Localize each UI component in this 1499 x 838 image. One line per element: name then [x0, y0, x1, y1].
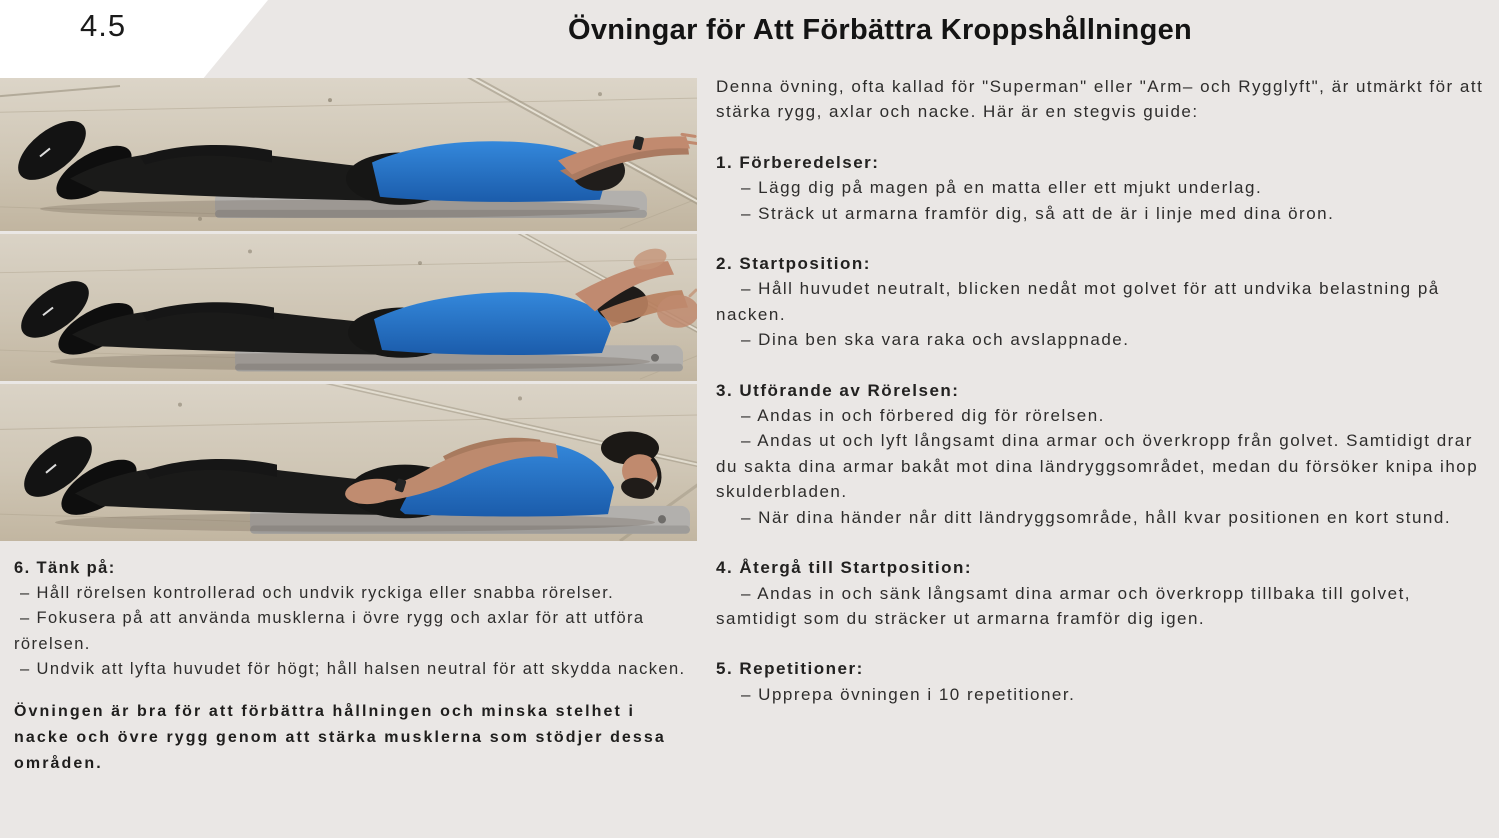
tips-column — [14, 556, 690, 777]
step-5-bullet-1: – Upprepa övningen i 10 repetitioner. — [741, 684, 1076, 704]
exercise-photo-3 — [0, 384, 697, 541]
exercise-photo-2 — [0, 234, 697, 381]
exercise-photo-1-illustration — [0, 78, 697, 231]
step-6-bullet-1: – Håll rörelsen kontrollerad och undvik ryckiga eller snabba rörelser. — [20, 584, 615, 603]
exercise-photo-2-illustration — [0, 234, 697, 381]
section-number-tab — [0, 0, 268, 78]
exercise-photo-3-illustration — [0, 384, 697, 541]
step-2-heading: 2. Startposition: — [716, 254, 871, 274]
step-6-bullet-2: – Fokusera på att använda musklerna i övre rygg och axlar för att utföra rörelsen. — [14, 609, 645, 653]
step-2-bullet-1: – Håll huvudet neutralt, blicken nedåt mot golvet för att undvika belastning på nacken. — [716, 279, 1440, 324]
step-4-heading: 4. Återgå till Startposition: — [716, 558, 973, 578]
step-3-bullet-2: – Andas ut och lyft långsamt dina armar och överkropp från golvet. Samtidigt drar du sakta dina armar bakåt mot dina ländryggsområdet, medan du försöker knipa ihop skulderbladen. — [716, 431, 1479, 502]
step-4 — [716, 555, 1488, 631]
step-1-bullet-2: – Sträck ut armarna framför dig, så att de är i linje med dina öron. — [741, 203, 1335, 223]
step-3-bullet-3: – När dina händer når ditt ländryggsområde, håll kvar positionen en kort stund. — [741, 507, 1452, 527]
step-2 — [716, 251, 1488, 353]
step-1 — [716, 150, 1488, 226]
step-5-heading: 5. Repetitioner: — [716, 659, 864, 679]
step-3 — [716, 378, 1488, 530]
instructions-column — [716, 74, 1488, 707]
step-3-bullet-1: – Andas in och förbered dig för rörelsen. — [741, 406, 1105, 426]
step-1-heading: 1. Förberedelser: — [716, 152, 880, 172]
photo-column — [0, 78, 697, 544]
page-title: Övningar för Att Förbättra Kroppshållningen — [567, 14, 1193, 46]
step-2-bullet-2: – Dina ben ska vara raka och avslappnade. — [741, 330, 1130, 350]
benefit-note: Övningen är bra för att förbättra hållningen och minska stelhet i nacke och övre rygg genom att stärka musklerna som stödjer dessa områden. — [14, 703, 666, 773]
step-4-bullet-1: – Andas in och sänk långsamt dina armar och överkropp tillbaka till golvet, samtidigt som du sträcker ut armarna framför dig igen. — [716, 583, 1412, 628]
step-6-heading: 6. Tänk på: — [14, 559, 116, 577]
step-3-heading: 3. Utförande av Rörelsen: — [716, 380, 960, 400]
step-6-bullet-3: – Undvik att lyfta huvudet för högt; håll halsen neutral för att skydda nacken. — [20, 659, 686, 678]
exercise-photo-1 — [0, 78, 697, 231]
step-1-bullet-1: – Lägg dig på magen på en matta eller ett mjukt underlag. — [741, 178, 1263, 198]
intro-paragraph: Denna övning, ofta kallad för "Superman" eller "Arm– och Rygglyft", är utmärkt för att stärka rygg, axlar och nacke. Här är en stegvis guide: — [716, 77, 1484, 122]
section-number: 4.5 — [80, 8, 127, 43]
step-5 — [716, 656, 1488, 707]
